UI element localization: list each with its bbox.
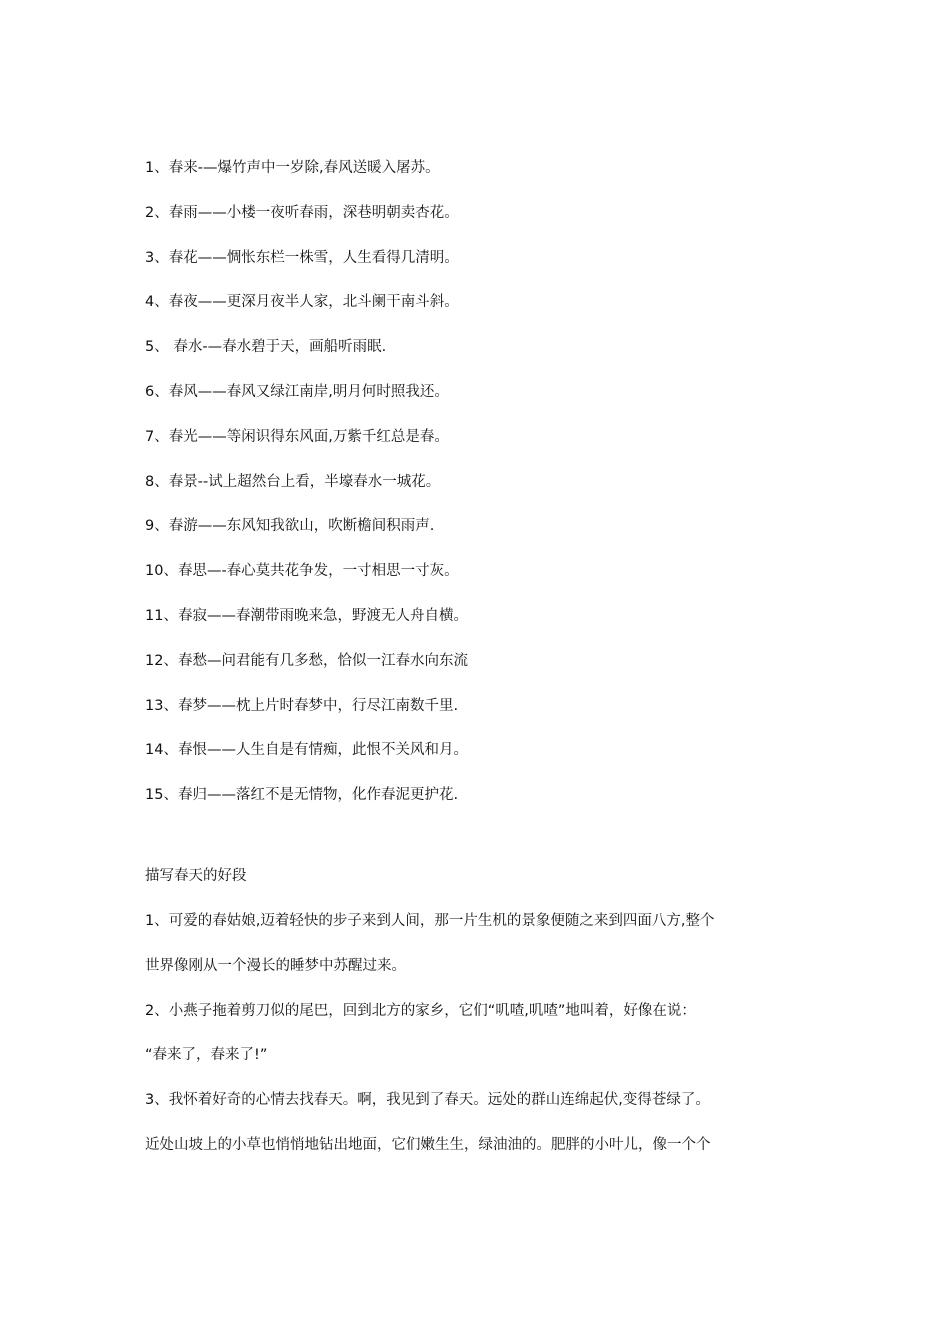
paragraph-line: 世界像刚从一个漫长的睡梦中苏醒过来。 bbox=[145, 957, 406, 974]
poem-line: 1、春来-—爆竹声中一岁除,春风送暖入屠苏。 bbox=[145, 160, 440, 176]
poem-line: 4、春夜——更深月夜半人家，北斗阑干南斗斜。 bbox=[145, 294, 459, 311]
poem-line: 2、春雨——小楼一夜听春雨，深巷明朝卖杏花。 bbox=[145, 204, 459, 221]
poem-line: 12、春愁—问君能有几多愁，恰似一江春水向东流 bbox=[145, 652, 468, 669]
poem-line: 7、春光——等闲识得东风面,万紫千红总是春。 bbox=[145, 428, 449, 445]
section-heading: 描写春天的好段 bbox=[145, 868, 247, 885]
poem-line: 3、春花——惆怅东栏一株雪，人生看得几清明。 bbox=[145, 249, 459, 266]
poem-line: 14、春恨——人生自是有情痴，此恨不关风和月。 bbox=[145, 742, 468, 759]
paragraph-line: 近处山坡上的小草也悄悄地钻出地面，它们嫩生生，绿油油的。肥胖的小叶儿，像一个个 bbox=[145, 1136, 711, 1153]
poem-line: 10、春思—-春心莫共花争发，一寸相思一寸灰。 bbox=[145, 563, 459, 580]
paragraph-line: 1、可爱的春姑娘,迈着轻快的步子来到人间，那一片生机的景象便随之来到四面八方,整个 bbox=[145, 912, 715, 929]
poem-line: 11、春寂——春潮带雨晚来急，野渡无人舟自横。 bbox=[145, 607, 468, 624]
paragraph-line: 2、小燕子拖着剪刀似的尾巴，回到北方的家乡，它们“叽喳,叽喳”地叫着，好像在说： bbox=[145, 1002, 696, 1019]
paragraph-line: “春来了，春来了!” bbox=[145, 1047, 268, 1064]
poem-line: 15、春归——落红不是无情物，化作春泥更护花. bbox=[145, 787, 459, 804]
paragraph-line: 3、我怀着好奇的心情去找春天。啊，我见到了春天。远处的群山连绵起伏,变得苍绿了。 bbox=[145, 1092, 710, 1109]
document-body bbox=[145, 157, 825, 1179]
poem-line: 5、 春水-—春水碧于天，画船听雨眠. bbox=[145, 339, 387, 356]
poem-line: 13、春梦——枕上片时春梦中，行尽江南数千里. bbox=[145, 697, 459, 714]
poem-line: 9、春游——东风知我欲山，吹断檐间积雨声. bbox=[145, 518, 435, 535]
poem-line: 6、春风——春风又绿江南岸,明月何时照我还。 bbox=[145, 383, 449, 400]
poem-line: 8、春景--试上超然台上看，半壕春水一城花。 bbox=[145, 473, 441, 490]
